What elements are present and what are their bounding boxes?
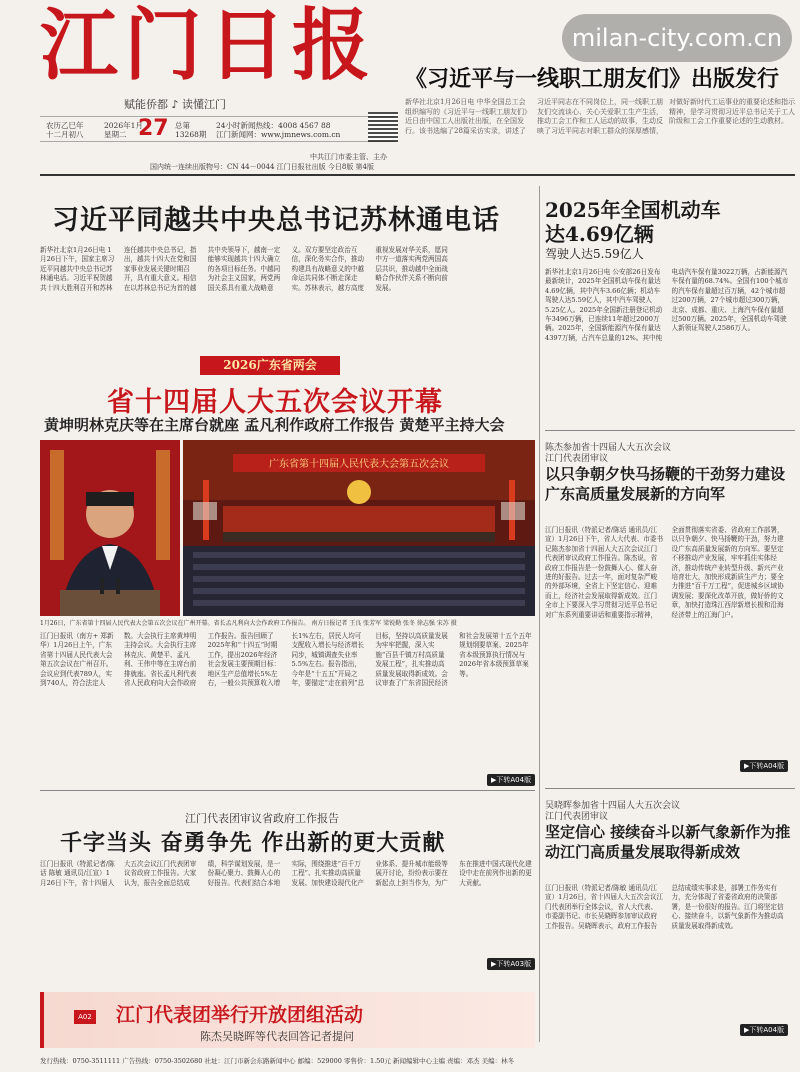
npc-subheadline: 黄坤明林克庆等在主席台就座 孟凡利作政府工作报告 黄楚平主持大会 <box>44 416 505 434</box>
chen-kicker-2: 江门代表团审议 <box>545 454 609 464</box>
head-news-title[interactable]: 《习近平与一线职工朋友们》出版发行 <box>405 66 780 92</box>
weekday: 星期二 <box>104 130 127 139</box>
wu-headline[interactable]: 坚定信心 接续奋斗以新气象新作为推动江门高质量发展取得新成效 <box>545 823 791 861</box>
issue-label: 总第 <box>175 121 190 130</box>
publisher-line: 中共江门市委主管、主办 <box>310 153 387 161</box>
vehicle-stats-body: 新华社北京1月26日电 公安部26日发布最新统计，2025年全国机动车保有量达4.69亿辆，其中汽车3.66亿辆；机动车驾驶人达5.59亿人，其中汽车驾驶人5.25亿人。2025年全国新注册登记机动车3496万辆，已连续11年超过2000万辆。2025年，全国新能源汽车保有量达4397万辆，占汽车总量的12%。其中纯电动汽车保有量3022万辆，占新能源汽车保有量的68.74%。全国有100个城市的汽车保有量超过百万辆，42个城市超过200万辆，27个城市超过300万辆，北京、成都、重庆、上海汽车保有量超过500万辆。2025年，全国机动车驾驶人新领证驾驶人2586万人。 <box>545 268 789 342</box>
delegation-headline[interactable]: 千字当头 奋勇争先 作出新的更大贡献 <box>60 830 446 856</box>
delegation-kicker: 江门代表团审议省政府工作报告 <box>185 812 339 825</box>
page-tag: A02 <box>74 1010 96 1024</box>
bottom-teaser-subheadline: 陈杰吴晓晖等代表回答记者提问 <box>200 1030 354 1043</box>
masthead-divider <box>40 174 795 176</box>
hotline-info <box>216 121 340 139</box>
news-hotline: 24小时新闻热线：4008 4567 88 <box>216 121 331 130</box>
assembly-hall-photo[interactable] <box>183 440 535 616</box>
vehicle-stats-subheadline: 驾驶人达5.59亿人 <box>545 247 644 261</box>
npc-body: 江门日报讯（南方+ 郑新华）1月26日上午，广东省第十四届人民代表大会第五次会议在广州召开。会议应到代表789人，实到740人，符合法定人数。大会执行主席黄坤明主持会议。大会执行主席林克庆、黄楚平、孟凡利、王伟中等在主席台前排就座。省长孟凡利代表省人民政府向大会作政府工作报告。报告回顾了2025年和“十四五”时期工作，提出2026年经济社会发展主要预期目标：地区生产总值增长5%左右，一般公共预算收入增长1%左右，居民人均可支配收入增长与经济增长同步，城镇调查失业率5.5%左右。报告指出，今年是“十五五”开局之年，要锚定“走在前列”总目标，坚持以高质量发展为牢牢把握，深入实施“百县千镇万村高质量发展工程”，扎实推动高质量发展取得新成效。会议审查了广东省国民经济和社会发展第十五个五年规划纲要草案、2025年省本级预算执行情况与2026年省本级预算草案等。 <box>40 632 532 688</box>
newspaper-logo: 江门日报 <box>40 0 377 91</box>
issue-number <box>175 121 206 139</box>
footer-info: 发行热线：0750-3511111 广告热线：0750-3502680 社址：江门市新会东路新闻中心 邮编：529000 零售价：1.50元 新闻编辑中心主编 责编：邓杰 美编：林冬 <box>40 1057 515 1065</box>
slogan: 赋能侨都 ♪ 读懂江门 <box>124 98 227 111</box>
chen-headline[interactable]: 以只争朝夕快马扬鞭的干劲努力建设广东高质量发展新的方向军 <box>545 465 786 503</box>
gregorian-month: 2026年1月 <box>104 121 143 130</box>
continue-link[interactable]: ▶下转A04版 <box>740 1024 788 1036</box>
lunar-year: 农历乙巳年 <box>46 121 84 130</box>
two-sessions-banner: 2026广东省两会 <box>200 356 340 375</box>
news-site[interactable]: 江门新闻网：www.jmnews.com.cn <box>216 130 341 139</box>
issue-info-strip <box>40 116 395 142</box>
lead-body: 新华社北京1月26日电 1月26日下午，国家主席习近平同越共中央总书记苏林通电话。习近平祝贺越共十四大胜利召开和苏林连任越共中央总书记，指出，越共十四大在党和国家事业发展关键时期召开，具有重大意义。相信在以苏林总书记为首的越共中央领导下，越南一定能够实现越共十四大确立的各项目标任务。中越同为社会主义国家，两党两国关系具有重大战略意义。双方要坚定政治互信，深化务实合作，推动构建具有战略意义的中越命运共同体不断走深走实。苏林表示，越方高度重视发展对华关系，愿同中方一道落实两党两国高层共识，推动越中全面战略合作伙伴关系不断向前发展。 <box>40 246 448 292</box>
section-divider <box>40 790 535 791</box>
delegation-body: 江门日报讯（特派记者/陈话 陈敏 通讯员/江宣）1月26日下午，省十四届人大五次会议江门代表团审议省政府工作报告。大家认为，报告全面总结成绩，科学谋划发展，是一份凝心聚力、鼓舞人心的好报告。代表们结合本地实际，围绕推进“百千万工程”、扎实推动高质量发展、加快建设现代化产业体系、提升城市能级等展开讨论，纷纷表示要在新起点上担当作为，为广东在推进中国式现代化建设中走在前列作出新的更大贡献。 <box>40 860 532 887</box>
speaker-photo[interactable] <box>40 440 180 616</box>
lunar-date <box>46 121 84 139</box>
bottom-teaser-headline[interactable]: 江门代表团举行开放团组活动 <box>116 1004 364 1026</box>
stage-banner-text: 广东省第十四届人民代表大会第五次会议 <box>269 459 449 470</box>
head-news-body: 新华社北京1月26日电 中华全国总工会组织编写的《习近平与一线职工朋友们》近日由中国工人出版社出版，在全国发行。该书选编了28篇采访实录，讲述了习近平同志在不同岗位上，同一线职工朋友们交流谈心、关心关爱职工生产生活，推动工会工作和工人运动的故事，生动反映了习近平同志对职工群众的深厚感情，对做好新时代工运事业的重要论述和指示精神，是学习贯彻习近平总书记关于工人阶级和工会工作重要论述的生动教材。 <box>405 98 795 135</box>
vehicle-stats-headline[interactable]: 2025年全国机动车达4.69亿辆 <box>545 198 721 246</box>
day-number: 27 <box>138 116 169 141</box>
npc-headline[interactable]: 省十四届人大五次会议开幕 <box>107 387 443 418</box>
wu-kicker-2: 江门代表团审议 <box>545 812 609 822</box>
right-divider-1 <box>545 430 795 431</box>
lunar-day: 十二月初八 <box>46 130 84 139</box>
continue-link[interactable]: ▶下转A03版 <box>487 958 535 970</box>
continue-link[interactable]: ▶下转A04版 <box>487 774 535 786</box>
continue-link[interactable]: ▶下转A04版 <box>740 760 788 772</box>
right-divider-2 <box>545 788 795 789</box>
wu-kicker: 吴晓晖参加省十四届人大五次会议 <box>545 801 681 811</box>
site-watermark: milan-city.com.cn <box>562 14 792 62</box>
publication-number-line: 国内统一连续出版物号：CN 44－0044 江门日报社出版 今日8版 第4版 <box>150 163 375 171</box>
issue-value: 13268期 <box>175 130 207 139</box>
chen-body: 江门日报讯（特派记者/陈话 通讯员/江宣）1月26日下午，省人大代表、市委书记陈杰参加省十四届人大五次会议江门代表团审议政府工作报告。陈杰说，省政府工作报告是一份鼓舞人心、催人奋进的好报告。过去一年，面对复杂严峻的外部环境，全省上下坚定信心、迎难而上，经济社会发展取得新成效。江门全市上下要深入学习贯彻习近平总书记对广东系列重要讲话和重要指示精神，全面贯彻落实省委、省政府工作部署，以只争朝夕、快马扬鞭的干劲，努力建设广东高质量发展新的方向军。要坚定不移推动产业发展，牢牢抓住实体经济，推动传统产业转型升级、新兴产业培育壮大，加快形成新质生产力；要全力推进“百千万工程”，促进城乡区域协调发展；要深化改革开放，做好侨的文章，加快打造珠江西岸新增长极和沿海经济带上的江海门户。 <box>545 526 784 619</box>
chen-kicker: 陈杰参加省十四届人大五次会议 <box>545 443 672 453</box>
column-divider <box>539 186 540 1042</box>
photo-caption: 1月26日，广东省第十四届人民代表大会第五次会议在广州开幕。省长孟凡利向大会作政府工作报告。 南方日报记者 王良 张芳军 梁锐勤 张冬 徐志强 宋苏 摄 <box>40 620 457 627</box>
qr-code-icon <box>368 112 398 142</box>
wu-body: 江门日报讯（特派记者/陈敏 通讯员/江宣）1月26日，省十四届人大五次会议江门代表团举行全体会议，省人大代表、市委副书记、市长吴晓晖参加审议政府工作报告。吴晓晖表示，政府工作报告总结成绩实事求是，部署工作务实有力，充分体现了省委省政府的决策部署，是一份很好的报告。江门将坚定信心、接续奋斗，以新气象新作为推动高质量发展取得新成效。 <box>545 884 784 930</box>
lead-headline[interactable]: 习近平同越共中央总书记苏林通电话 <box>52 205 500 236</box>
